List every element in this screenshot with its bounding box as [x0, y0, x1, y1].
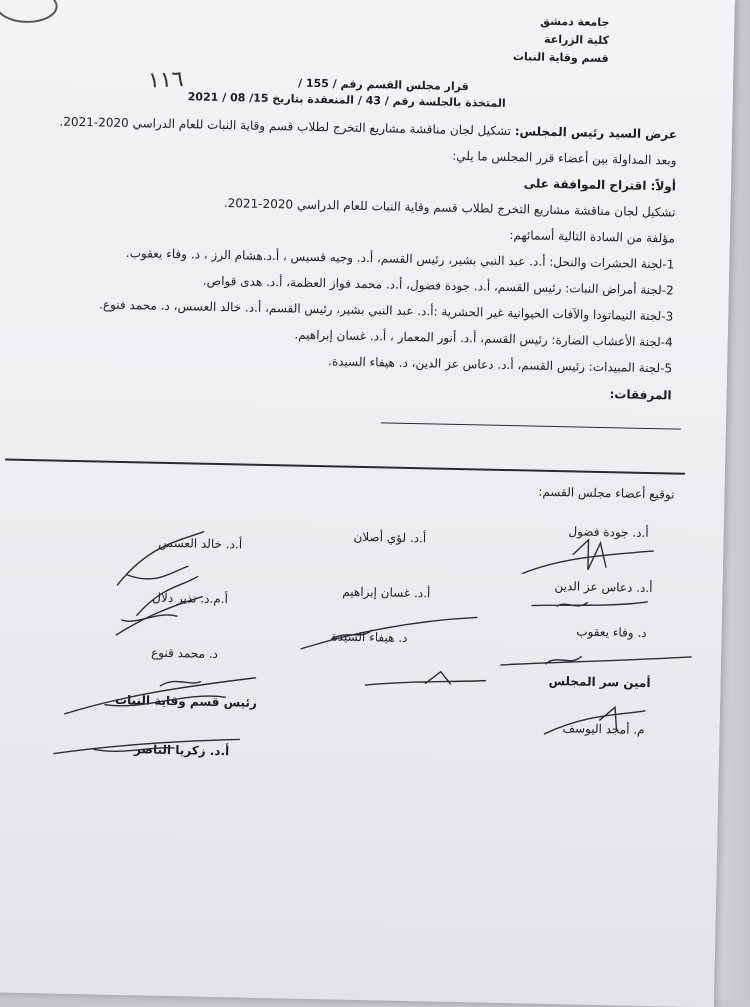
member-name: أ.د. غسان إبراهيم: [342, 584, 431, 601]
attachments-label: المرفقات:: [609, 387, 672, 403]
member-name: أ.د. لؤي أصلان: [353, 529, 427, 546]
department-name: قسم وقاية النبات: [512, 50, 609, 66]
deliberation-text: وبعد المداولة بين أعضاء قرر المجلس ما يلي:: [452, 148, 677, 168]
committee-item: 5-لجنة المبيدات: رئيس القسم، أ.د. دعاس عز الدين، د. هيفاء السيدة.: [327, 354, 673, 376]
secretary-name: م. أمجد اليوسف: [562, 721, 645, 737]
member-name: أ.د. جودة فضول: [568, 524, 649, 541]
head-title: رئيس قسم وقاية النبات: [114, 692, 258, 710]
member-name: أ.د. خالد العسس: [158, 535, 243, 552]
committee-item: 2-لجنة أمراض النبات: رئيس القسم، أ.د. جودة فضول، أ.د. محمد فواز العظمة، أ.د. هدى قواص.: [202, 273, 674, 298]
presentation-text: تشكيل لجان مناقشة مشاريع التخرج لطلاب قسم وقاية النبات للعام الدراسي 2020-2021.: [59, 114, 512, 139]
session-info: المتخذة بالجلسة رقم / 43 / المنعقدة بتاريخ 15/ 08 / 2021: [187, 90, 506, 110]
committee-item: 1-لجنة الحشرات والنحل: أ.د. عبد النبي بشير، رئيس القسم، أ.د. وجيه قسيس ، أ.د.هشام الرز ، د. وفاء يعقوب.: [125, 245, 675, 272]
member-name: د. هيفاء السيدة: [331, 629, 408, 645]
secretary-title: أمين سر المجلس: [548, 673, 651, 691]
member-name: أ.د. دعاس عز الدين: [554, 579, 653, 596]
member-name: د. محمد قنوع: [150, 645, 219, 662]
decision-number: قرار مجلس القسم رقم / 155 /: [297, 76, 469, 94]
committee-item: 3-لجنة النيماتودا والآفات الحيوانية غير الحشرية :أ.د. عبد النبي بشير، رئيس القسم، أ.د. خالد العسس، د. محمد فنوع.: [98, 297, 674, 324]
signatures-label: توقيع أعضاء مجلس القسم:: [538, 484, 675, 502]
first-label: أولاً: اقتراح الموافقة على: [523, 176, 677, 194]
member-name: أ.م.د. نذير دلال: [152, 590, 229, 607]
member-name: د. وفاء يعقوب: [576, 624, 647, 640]
first-text: تشكيل لجان مناقشة مشاريع التخرج لطلاب قسم وقاية النبات للعام الدراسي 2020-2021.: [223, 196, 676, 220]
presentation-label: عرض السيد رئيس المجلس:: [514, 124, 678, 142]
university-name: جامعة دمشق: [540, 14, 610, 30]
composed-of: مؤلفة من السادة التالية أسمائهم:: [509, 228, 676, 246]
faculty-name: كلية الزراعة: [543, 32, 610, 48]
committee-item: 4-لجنة الأعشاب الضارة: رئيس القسم، أ.د. أنور المعمار ، أ.د. غسان إبراهيم.: [294, 327, 673, 350]
head-name: أ.د. زكريا الناصر: [133, 742, 230, 759]
handwritten-ref-number: ١١٦: [147, 66, 185, 94]
